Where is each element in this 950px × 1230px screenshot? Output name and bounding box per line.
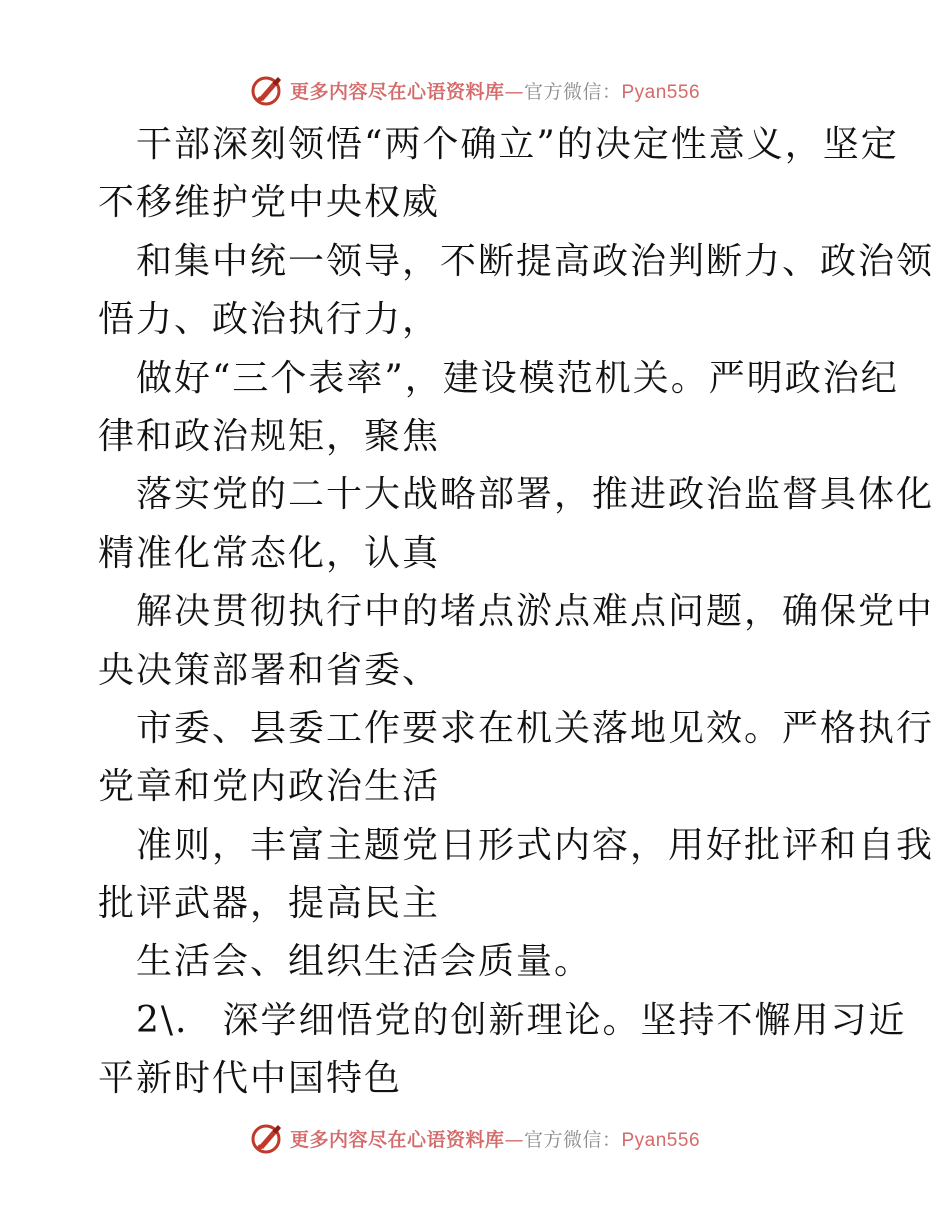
brush-logo-icon <box>250 73 284 107</box>
text-line: 党章和党内政治生活 <box>98 766 441 808</box>
text-line: 市委、县委工作要求在机关落地见效。严格执行 <box>136 707 935 749</box>
text-line: 干部深刻领悟“两个确立”的决定性意义，坚定 <box>136 124 899 165</box>
text-line: 落实党的二十大战略部署，推进政治监督具体化 <box>136 474 935 516</box>
watermark-main-text: 更多内容尽在心语资料库 <box>289 80 505 103</box>
watermark-wechat-id: Pyan556 <box>621 81 701 103</box>
watermark-official-label: 官方微信： <box>523 1128 622 1151</box>
item-text: 深学细悟党的创新理论。坚持不懈用习近 <box>222 999 907 1041</box>
watermark-wechat-id: Pyan556 <box>621 1129 701 1151</box>
footer-watermark <box>0 1118 950 1158</box>
body-text <box>98 116 935 1109</box>
text-line: 悟力、政治执行力， <box>98 299 441 341</box>
text-line: 精准化常态化，认真 <box>98 532 441 574</box>
brush-logo-icon <box>250 1121 284 1155</box>
watermark-main-text: 更多内容尽在心语资料库 <box>289 1128 505 1151</box>
watermark-dash: — <box>504 80 524 103</box>
text-line: 做好“三个表率”，建设模范机关。严明政治纪 <box>136 357 899 399</box>
header-watermark <box>0 70 950 110</box>
watermark-dash: — <box>504 1128 524 1151</box>
watermark-official-label: 官方微信： <box>523 80 622 103</box>
text-line: 央决策部署和省委、 <box>98 649 441 691</box>
item-number: 2\. <box>136 999 189 1041</box>
text-line: 解决贯彻执行中的堵点淤点难点问题，确保党中 <box>136 591 935 633</box>
numbered-item-line <box>98 992 907 1050</box>
text-line: 批评武器，提高民主 <box>98 883 441 925</box>
text-line: 和集中统一领导，不断提高政治判断力、政治领 <box>136 240 935 282</box>
text-line: 平新时代中国特色 <box>98 1058 403 1100</box>
text-line: 生活会、组织生活会质量。 <box>136 941 593 983</box>
text-line: 不移维护党中央权威 <box>98 182 441 224</box>
text-line: 准则，丰富主题党日形式内容，用好批评和自我 <box>136 824 935 866</box>
text-line: 律和政治规矩，聚焦 <box>98 415 441 457</box>
